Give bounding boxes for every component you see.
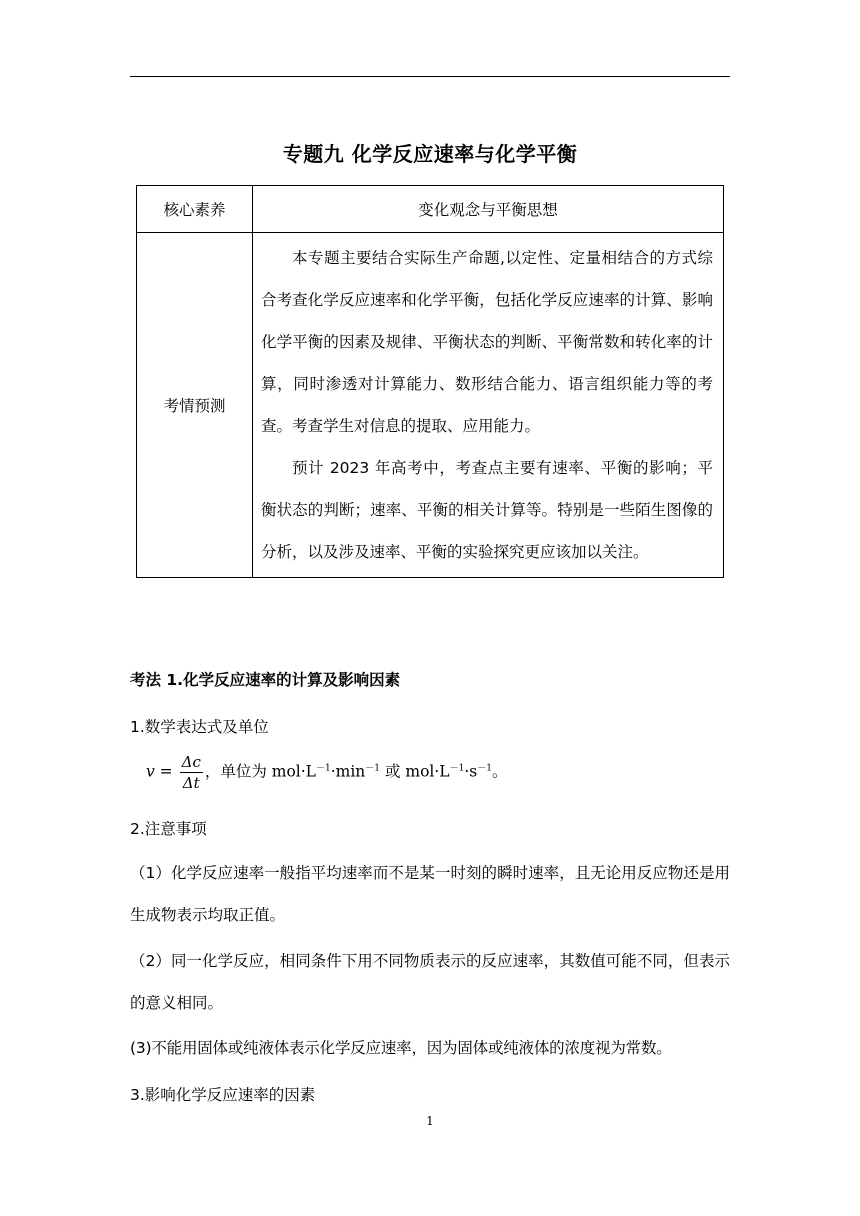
formula-unit-text-b: ·min [330,762,366,781]
formula-unit-text-a: ，单位为 mol·L [204,762,316,781]
note-3: (3)不能用固体或纯液体表示化学反应速率，因为固体或纯液体的浓度视为常数。 [130,1039,672,1057]
note-2: （2）同一化学反应，相同条件下用不同物质表示的反应速率，其数值可能不同，但表示的意义相同。 [130,952,730,1012]
table-value-core: 变化观念与平衡思想 [253,186,724,233]
forecast-paragraph-1: 本专题主要结合实际生产命题,以定性、定量相结合的方式综合考查化学反应速率和化学平衡，包括化学反应速率的计算、影响化学平衡的因素及规律、平衡状态的判断、平衡常数和转化率的计算，同时渗透对计算能力、数形结合能力、语言组织能力等的考查。考查学生对信息的提取、应用能力。 [261,249,713,435]
item-1-heading: 1.数学表达式及单位 [130,718,269,736]
formula-numerator: Δc [181,753,201,771]
formula-sup-1: －1 [315,763,331,774]
formula-unit-text-d: ·s [464,762,478,781]
table-label-forecast: 考情预测 [137,233,253,578]
table-row [137,186,724,233]
forecast-paragraph-2: 预计 2023 年高考中，考查点主要有速率、平衡的影响；平衡状态的判断；速率、平衡的相关计算等。特别是一些陌生图像的分析，以及涉及速率、平衡的实验探究更应该加以关注。 [261,459,713,561]
formula-sup-3: －1 [449,763,465,774]
formula-lhs: v = [146,762,173,781]
rate-formula [146,752,746,793]
table-value-forecast [253,233,724,578]
formula-unit-text-e: 。 [491,762,508,781]
section-heading: 考法 1.化学反应速率的计算及影响因素 [130,671,401,689]
item-2-heading: 2.注意事项 [130,820,207,838]
summary-table [136,185,724,578]
note-1: （1）化学反应速率一般指平均速率而不是某一时刻的瞬时速率，且无论用反应物还是用生成物表示均取正值。 [130,864,730,924]
table-label-core: 核心素养 [137,186,253,233]
item-3-heading: 3.影响化学反应速率的因素 [130,1086,316,1104]
page-title: 专题九 化学反应速率与化学平衡 [282,142,578,166]
table-row [137,233,724,578]
page-number: 1 [426,1114,434,1128]
formula-sup-2: －1 [365,763,381,774]
formula-sup-4: －1 [477,763,492,774]
formula-denominator: Δt [182,774,200,792]
header-rule [130,76,730,77]
formula-unit-text-c: 或 mol·L [380,762,450,781]
formula-fraction [180,752,203,793]
